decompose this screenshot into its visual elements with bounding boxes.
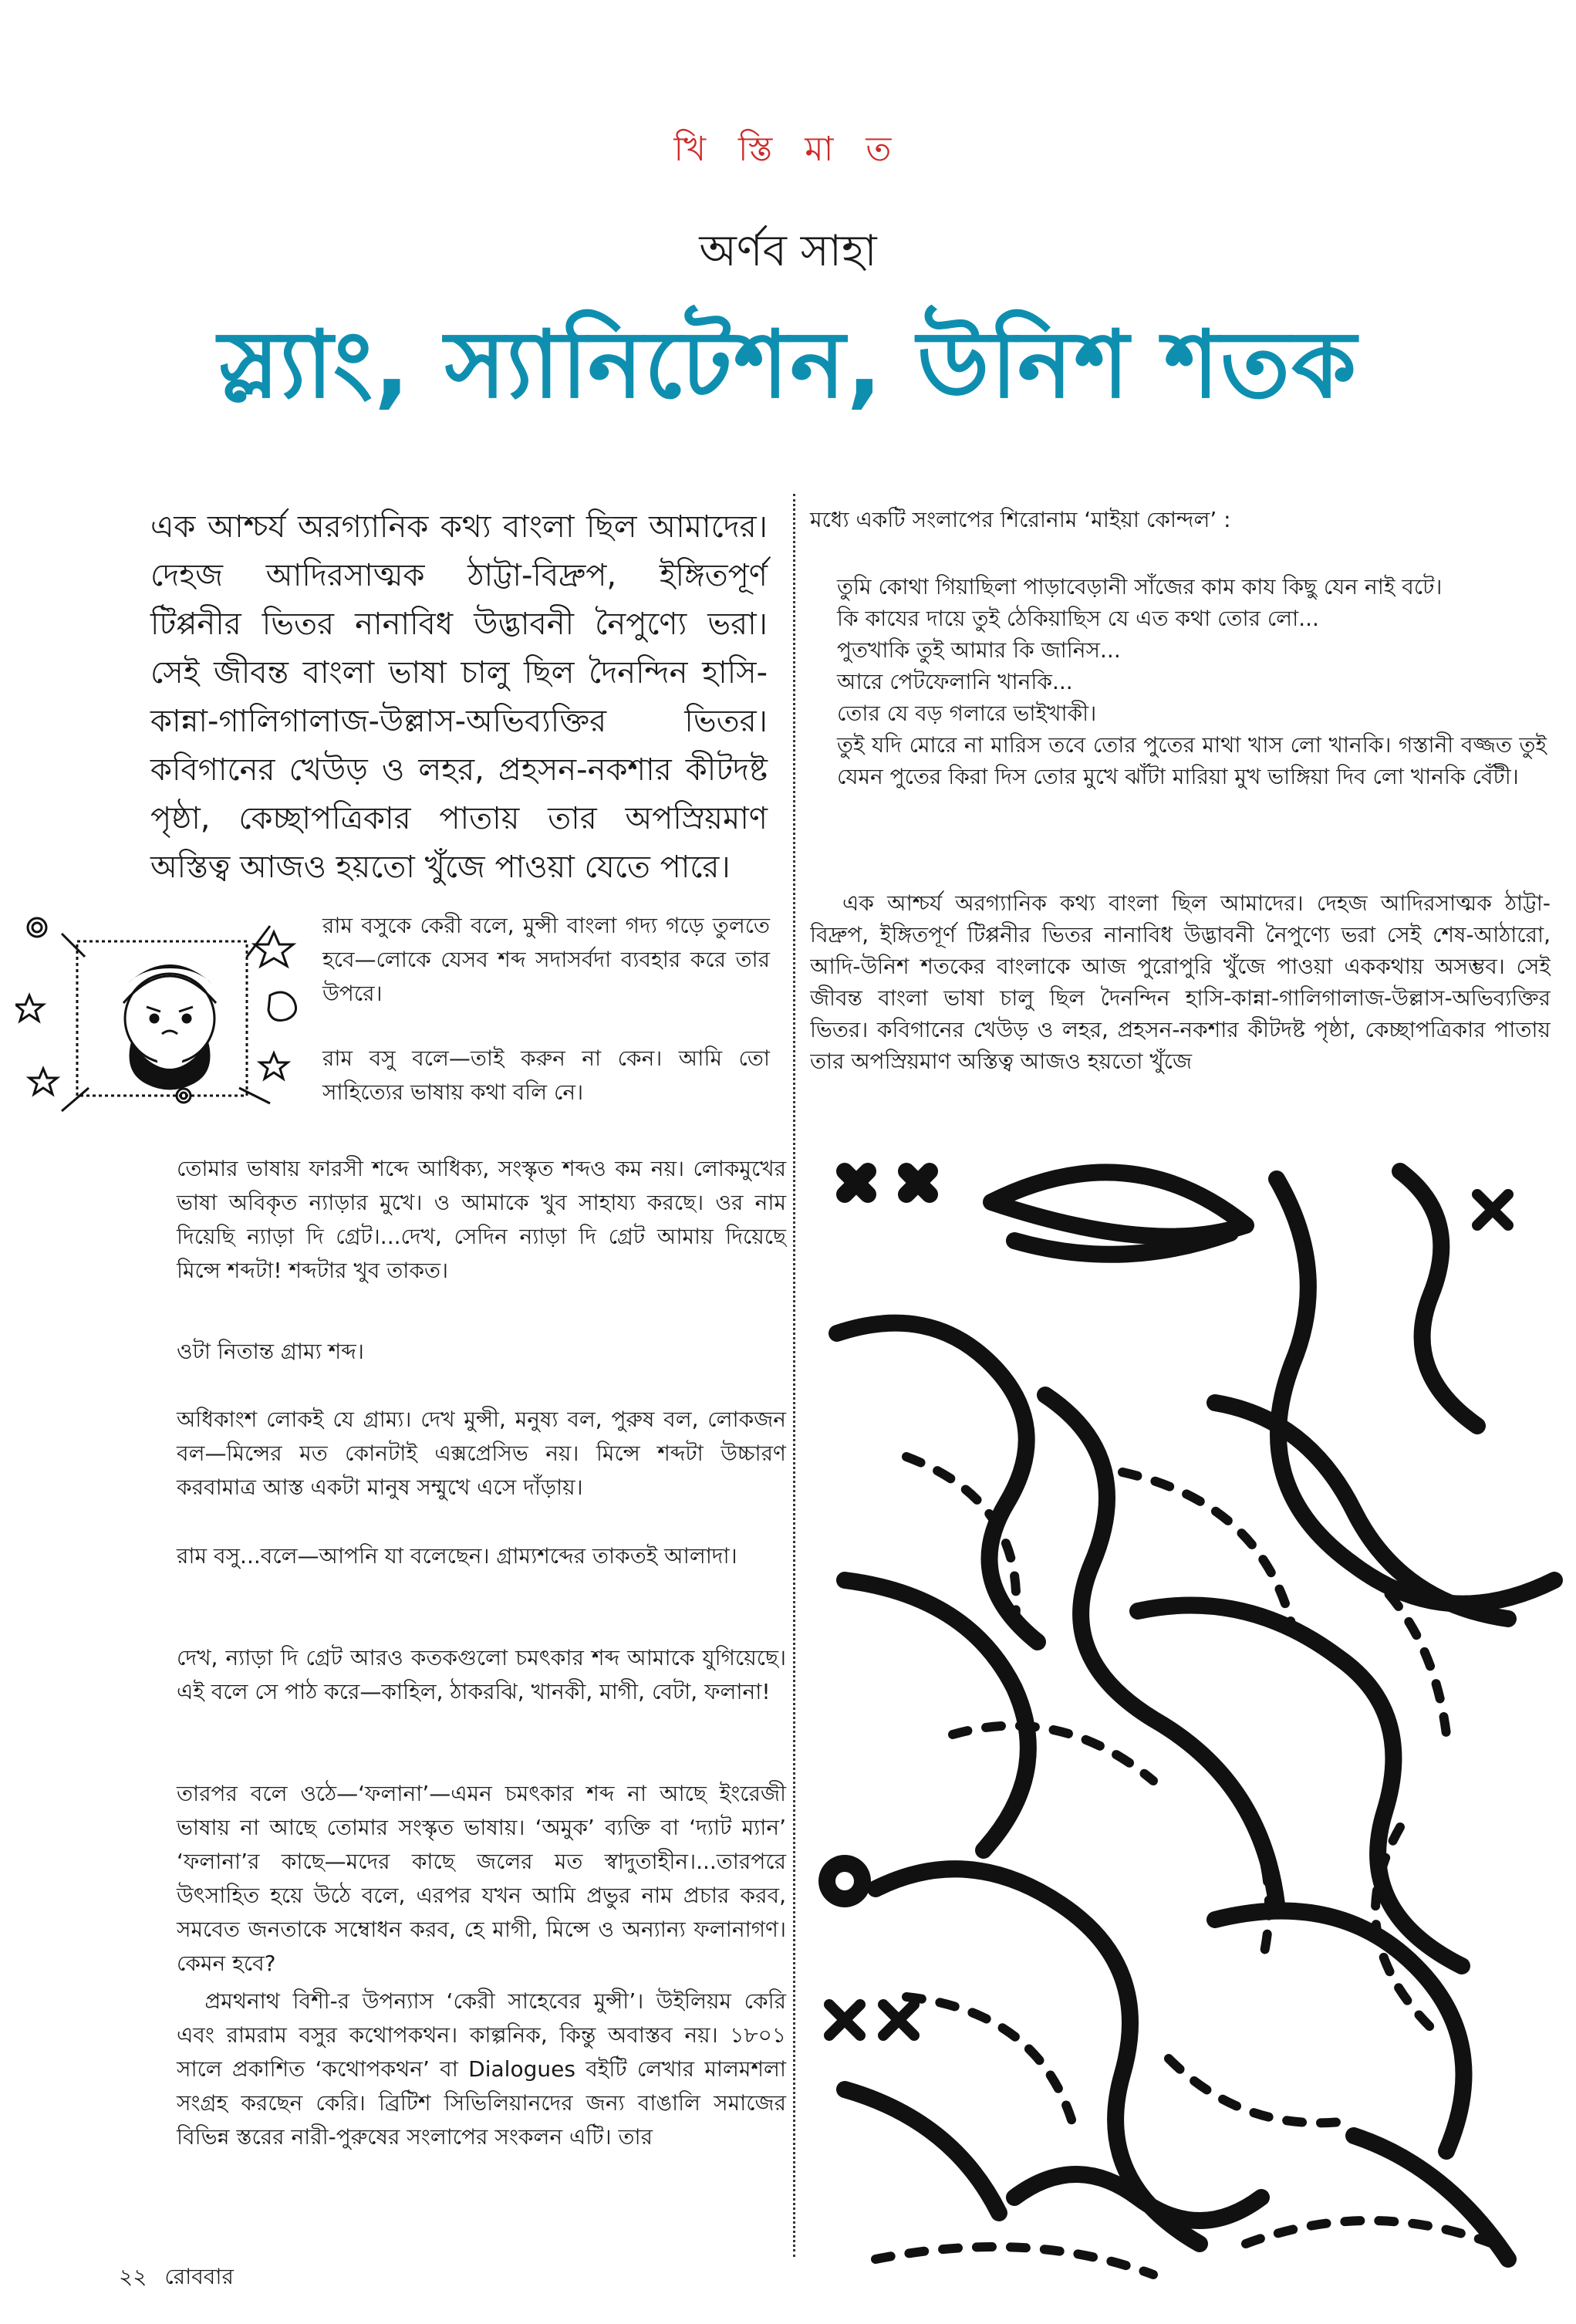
author-name: অর্ণব সাহা (699, 226, 877, 276)
left-paragraph-2: রাম বসু বলে—তাই করুন না কেন। আমি তো সাহিত্যের ভাষায় কথা বলি নে। (322, 1045, 770, 1105)
left-paragraph-4: ওটা নিতান্ত গ্রাম্য শব্দ। (177, 1339, 364, 1364)
quote-line: তুই যদি মোরে না মারিস তবে তোর পুতের মাথা খাস লো খানকি। গস্তানী বজ্জত তুই যেমন পুতের কিরা দিস তোর মুখে ঝাঁটা মারিয়া মুখ ভাঙ্গিয়া দিব লো খানকি বেঁটী। (837, 732, 1547, 789)
article-title: স্ল্যাং, স্যানিটেশন, উনিশ শতক (218, 312, 1358, 419)
column-divider (793, 494, 795, 2257)
quote-line: তুমি কোথা গিয়াছিলা পাড়াবেড়ানী সাঁজের কাম কায কিছু যেন নাই বটে। (837, 574, 1443, 600)
quote-line: তোর যে বড় গলারে ভাইখাকী। (837, 701, 1097, 726)
left-paragraph-1: রাম বসুকে কেরী বলে, মুন্সী বাংলা গদ্য গড়ে তুলতে হবে—লোকে যেসব শব্দ সদাসর্বদা ব্যবহার করে তার উপরে। (322, 913, 770, 1006)
left-paragraph-6: রাম বসু...বলে—আপনি যা বলেছেন। গ্রাম্যশব্দের তাকতই আলাদা। (177, 1543, 737, 1569)
quote-line: কি কাযের দায়ে তুই ঠেকিয়াছিস যে এত কথা তোর লো... (837, 606, 1319, 631)
left-paragraph-3: তোমার ভাষায় ফারসী শব্দে আধিক্য, সংস্কৃত শব্দও কম নয়। লোকমুখের ভাষা অবিকৃত ন্যাড়ার মুখে। ও আমাকে খুব সাহায্য করছে। ওর নাম দিয়েছি ন্যাড়া দি গ্রেট।...দেখ, সেদিন ন্যাড়া দি গ্রেট আমায় দিয়েছে মিন্সে শব্দটা! শব্দটার খুব তাকত। (177, 1156, 786, 1283)
section-label: খি স্তি মা ত (673, 130, 903, 169)
left-paragraph-5: অধিকাংশ লোকই যে গ্রাম্য। দেখ মুন্সী, মনুষ্য বল, পুরুষ বল, লোকজন বল—মিন্সের মত কোনটাই এক্সপ্রেসিভ নয়। মিন্সে শব্দটা উচ্চারণ করবামাত্র আস্ত একটা মানুষ সম্মুখে এসে দাঁড়ায়। (177, 1407, 786, 1500)
right-paragraph: এক আশ্চর্য অরগ্যানিক কথ্য বাংলা ছিল আমাদের। দেহজ আদিরসাত্মক ঠাট্টা-বিদ্রুপ, ইঙ্গিতপূর্ণ টিপ্পনীর ভিতর নানাবিধ উদ্ভাবনী নৈপুণ্যে ভরা সেই শেষ-আঠারো, আদি-উনিশ শতকের বাংলাকে আজ পুরোপুরি খুঁজে পাওয়া এককথায় অসম্ভব। সেই জীবন্ত বাংলা ভাষা চালু ছিল দৈনন্দিন হাসি-কান্না-গালিগালাজ-উল্লাস-অভিব্যক্তির ভিতর। কবিগানের খেউড় ও লহর, প্রহসন-নকশার কীটদষ্ট পৃষ্ঠা, কেচ্ছাপত্রিকার পাতায় তার অপস্রিয়মাণ অস্তিত্ব আজও হয়তো খুঁজে (810, 890, 1551, 1074)
quote-line: পুতখাকি তুই আমার কি জানিস... (837, 637, 1121, 663)
quote-line: আরে পেটফেলানি খানকি... (837, 669, 1073, 694)
magazine-name: রোববার (164, 2264, 234, 2289)
left-paragraph-7: দেখ, ন্যাড়া দি গ্রেট আরও কতকগুলো চমৎকার শব্দ আমাকে যুগিয়েছে। এই বলে সে পাঠ করে—কাহিল, ঠাকরঝি, খানকী, মাগী, বেটা, ফলানা! (177, 1645, 786, 1704)
doodle-artwork (814, 1148, 1576, 2324)
intro-paragraph: এক আশ্চর্য অরগ্যানিক কথ্য বাংলা ছিল আমাদের। দেহজ আদিরসাত্মক ঠাট্টা-বিদ্রুপ, ইঙ্গিতপূর্ণ টিপ্পনীর ভিতর নানাবিধ উদ্ভাবনী নৈপুণ্যে ভরা। সেই জীবন্ত বাংলা ভাষা চালু ছিল দৈনন্দিন হাসি-কান্না-গালিগালাজ-উল্লাস-অভিব্যক্তির ভিতর। কবিগানের খেউড় ও লহর, প্রহসন-নকশার কীটদষ্ট পৃষ্ঠা, কেচ্ছাপত্রিকার পাতায় তার অপস্রিয়মাণ অস্তিত্ব আজও হয়তো খুঁজে পাওয়া যেতে পারে। (150, 509, 768, 885)
dialogue-quote (837, 571, 1547, 792)
page-number: ২২ (119, 2264, 147, 2289)
angry-face-illustration (15, 910, 309, 1119)
right-lead: মধ্যে একটি সংলাপের শিরোনাম ‘মাইয়া কোন্দল’ : (810, 507, 1231, 532)
left-paragraph-8: তারপর বলে ওঠে—‘ফলানা’—এমন চমৎকার শব্দ না আছে ইংরেজী ভাষায় না আছে তোমার সংস্কৃত ভাষায়। ‘অমুক’ ব্যক্তি বা ‘দ্যাট ম্যান’ ‘ফলানা’র কাছে—মদের কাছে জলের মত স্বাদুতাহীন।...তারপরে উৎসাহিত হয়ে উঠে বলে, এরপর যখন আমি প্রভুর নাম প্রচার করব, সমবেত জনতাকে সম্বোধন করব, হে মাগী, মিন্সে ও অন্যান্য ফলানাগণ। কেমন হবে? (177, 1781, 786, 1976)
left-paragraph-9: প্রমথনাথ বিশী-র উপন্যাস ‘কেরী সাহেবের মুন্সী’। উইলিয়ম কেরি এবং রামরাম বসুর কথোপকথন। কাল্পনিক, কিন্তু অবাস্তব নয়। ১৮০১ সালে প্রকাশিত ‘কথোপকথন’ বা Dialogues বইটি লেখার মালমশলা সংগ্রহ করছেন কেরি। ব্রিটিশ সিভিলিয়ানদের জন্য বাঙালি সমাজের বিভিন্ন স্তরের নারী-পুরুষের সংলাপের সংকলন এটি। তার (177, 1988, 786, 2150)
page-footer (119, 2260, 234, 2296)
